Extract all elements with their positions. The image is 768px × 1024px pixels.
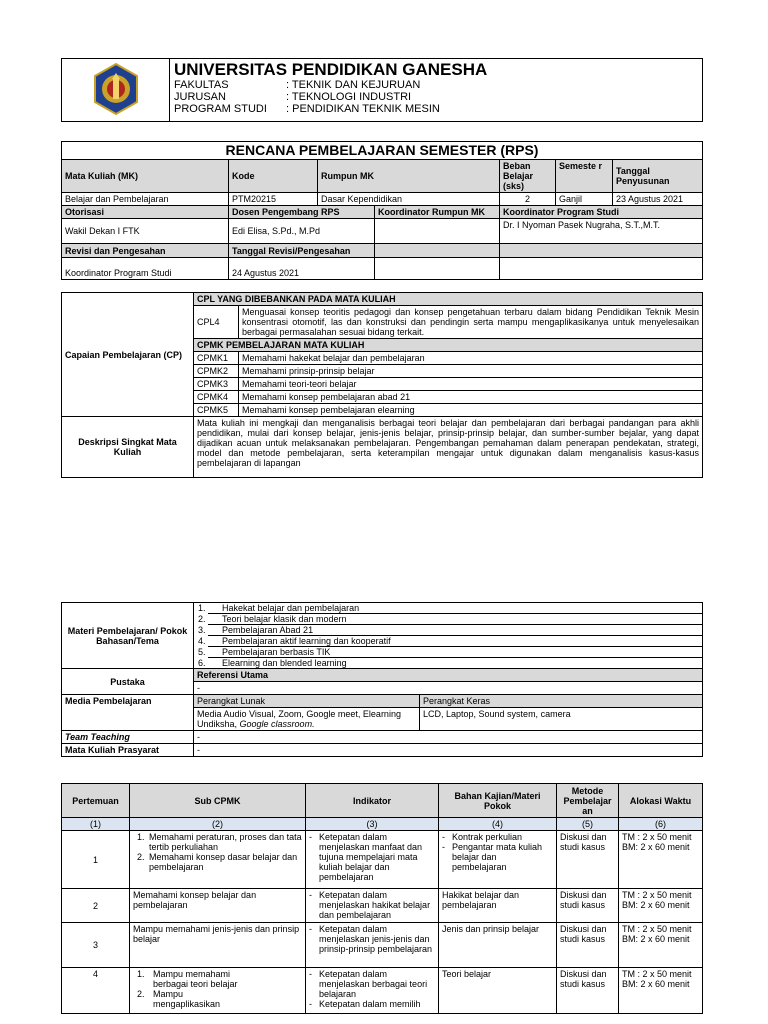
col-number: (1) xyxy=(62,818,130,831)
alokasi xyxy=(619,968,703,1014)
university-name: UNIVERSITAS PENDIDIKAN GANESHA xyxy=(174,60,488,79)
cpmk-code: CPMK1 xyxy=(194,352,239,365)
alokasi xyxy=(619,889,703,923)
bahan: Teori belajar xyxy=(439,968,557,1014)
pertemuan-no: 4 xyxy=(62,968,130,1014)
koord-rumpun-value xyxy=(375,219,500,244)
tanggal-value: 23 Agustus 2021 xyxy=(613,193,703,206)
keras-value: LCD, Laptop, Sound system, camera xyxy=(420,708,703,731)
list-item: 5. Pembelajaran berbasis TIK xyxy=(208,647,702,658)
header-rumpun: Rumpun MK xyxy=(318,160,500,193)
indikator xyxy=(306,923,439,968)
header-row-label: PROGRAM STUDI xyxy=(174,103,267,115)
pertemuan-no: 3 xyxy=(62,923,130,968)
col-header-indikator: Indikator xyxy=(306,784,439,818)
university-logo xyxy=(93,62,139,116)
koord-prodi-value: Dr. I Nyoman Pasek Nugraha, S.T.,M.T. xyxy=(500,219,703,244)
cpl-code: CPL4 xyxy=(194,306,239,339)
materi-list-cell xyxy=(194,603,703,669)
header-dosen: Dosen Pengembang RPS xyxy=(229,206,375,219)
cpmk-text: Memahami teori-teori belajar xyxy=(239,378,703,391)
list-item: 4. Pembelajaran aktif learning dan kooperatif xyxy=(208,636,702,647)
tgl-revisi-value: 24 Agustus 2021 xyxy=(229,258,375,280)
cpmk-code: CPMK4 xyxy=(194,391,239,404)
cpmk-header: CPMK PEMBELAJARAN MATA KULIAH xyxy=(194,339,703,352)
col-number: (5) xyxy=(557,818,619,831)
table-row xyxy=(62,923,703,968)
otorisasi-value: Wakil Dekan I FTK xyxy=(62,219,229,244)
table-row xyxy=(62,889,703,923)
list-item: - Ketepatan dalam menjelaskan hakikat belajar dan pembelajaran xyxy=(309,890,435,920)
alokasi-tm: TM : 2 x 50 menit xyxy=(622,832,692,842)
university-info xyxy=(170,59,703,122)
cpmk-text: Memahami konsep pembelajaran elearning xyxy=(239,404,703,417)
team-label: Team Teaching xyxy=(62,731,194,744)
list-item: - Ketepatan dalam menjelaskan jenis-jenis dan prinsip-prinsip pembelajaran xyxy=(309,924,435,954)
header-tgl-revisi: Tanggal Revisi/Pengesahan xyxy=(229,244,375,258)
col-number: (2) xyxy=(130,818,306,831)
sub-cpmk: Memahami konsep belajar dan pembelajaran xyxy=(130,889,306,923)
header-revisi: Revisi dan Pengesahan xyxy=(62,244,229,258)
ref-value: - xyxy=(194,682,703,695)
header-row-value: : TEKNOLOGI INDUSTRI xyxy=(286,91,412,103)
header-semester: Semeste r xyxy=(556,160,613,193)
list-item: - Ketepatan dalam menjelaskan berbagai teori belajaran xyxy=(309,969,435,999)
header-row xyxy=(174,91,698,103)
col-header-sub-cpmk: Sub CPMK xyxy=(130,784,306,818)
col-header-alokasi: Alokasi Waktu xyxy=(619,784,703,818)
cpmk-code: CPMK3 xyxy=(194,378,239,391)
bahan: Hakikat belajar dan pembelajaran xyxy=(439,889,557,923)
list-item: 2. Memahami konsep dasar belajar dan pembelajaran xyxy=(147,852,302,872)
materi-table xyxy=(61,602,703,757)
col-header-bahan: Bahan Kajian/Materi Pokok xyxy=(439,784,557,818)
col-header-metode: Metode Pembelajar an xyxy=(557,784,619,818)
cpmk-text: Memahami hakekat belajar dan pembelajaran xyxy=(239,352,703,365)
alokasi-bm: BM: 2 x 60 menit xyxy=(622,934,690,944)
semester-value: Ganjil xyxy=(556,193,613,206)
rps-table xyxy=(61,141,703,280)
empty-cell xyxy=(500,244,703,258)
schedule-table xyxy=(61,783,703,1014)
empty-cell xyxy=(500,258,703,280)
table-row xyxy=(62,968,703,1014)
header-koord-rumpun: Koordinator Rumpun MK xyxy=(375,206,500,219)
col-number: (4) xyxy=(439,818,557,831)
header-kode: Kode xyxy=(229,160,318,193)
list-item: 6. Elearning dan blended learning xyxy=(208,658,702,668)
indikator xyxy=(306,889,439,923)
pustaka-label: Pustaka xyxy=(62,669,194,695)
cpmk-text: Memahami konsep pembelajaran abad 21 xyxy=(239,391,703,404)
cp-label: Capaian Pembelajaran (CP) xyxy=(62,293,194,417)
sub-cpmk xyxy=(130,831,306,889)
lunak-header: Perangkat Lunak xyxy=(194,695,420,708)
sub-cpmk xyxy=(130,968,306,1014)
lunak-value: Media Audio Visual, Zoom, Google meet, Elearning Undiksha, Google classroom. xyxy=(194,708,420,731)
list-item: 1. Mampu memahami berbagai teori belajar xyxy=(147,969,302,989)
header-row-value: : PENDIDIKAN TEKNIK MESIN xyxy=(286,103,440,115)
cpl-text: Menguasai konsep teoritis pedagogi dan konsep pengetahuan terbaru dalam bidang Pendidikan Teknik Mesin konsentrasi otomotif, las dan konstruksi dan pendingin serta mampu mengaplikasikanya untuk menyelesaikan berbagai permasalahan sesuai bidang terkait. xyxy=(239,306,703,339)
alokasi xyxy=(619,831,703,889)
pertemuan-no: 1 xyxy=(62,831,130,889)
sub-cpmk: Mampu memahami jenis-jenis dan prinsip belajar xyxy=(130,923,306,968)
col-header-pertemuan: Pertemuan xyxy=(62,784,130,818)
header-row-value: : TEKNIK DAN KEJURUAN xyxy=(286,79,421,91)
header-row-label: FAKULTAS xyxy=(174,79,229,91)
bahan xyxy=(439,831,557,889)
header-table xyxy=(61,58,703,122)
cpl-header: CPL YANG DIBEBANKAN PADA MATA KULIAH xyxy=(194,293,703,306)
list-item: 2. Mampu mengaplikasikan xyxy=(147,989,302,1009)
bahan: Jenis dan prinsip belajar xyxy=(439,923,557,968)
materi-label: Materi Pembelajaran/ Pokok Bahasan/Tema xyxy=(62,603,194,669)
metode: Diskusi dan studi kasus xyxy=(557,968,619,1014)
cp-table xyxy=(61,292,703,478)
header-beban: Beban Belajar (sks) xyxy=(500,160,556,193)
cpmk-code: CPMK5 xyxy=(194,404,239,417)
list-item: - Ketepatan dalam memilih xyxy=(309,999,435,1009)
dosen-value: Edi Elisa, S.Pd., M.Pd xyxy=(229,219,375,244)
header-otorisasi: Otorisasi xyxy=(62,206,229,219)
desc-label: Deskripsi Singkat Mata Kuliah xyxy=(62,417,194,478)
ref-header: Referensi Utama xyxy=(194,669,703,682)
metode: Diskusi dan studi kasus xyxy=(557,831,619,889)
rps-title: RENCANA PEMBELAJARAN SEMESTER (RPS) xyxy=(62,142,703,160)
list-item: - Ketepatan dalam menjelaskan manfaat dan tujuna mempelajari mata kuliah belajar dan pembelajaran xyxy=(309,832,435,882)
prasyarat-label: Mata Kuliah Prasyarat xyxy=(62,744,194,757)
header-mk: Mata Kuliah (MK) xyxy=(62,160,229,193)
desc-text: Mata kuliah ini mengkaji dan menganalisis berbagai teori belajar dan pembelajaran dari berbagai pandangan para akhli pendidikan, mulai dari konsep belajar, jenis-jenis belajar, prinsip-prinsip belajar, dan sumber-sumber bejalar, yang dapat dijadikan acuan untuk melaksanakan pembelajaran. Pengembangan pemahaman dalam penerapan pendekatan, strategi, model dan metode pembelajaran, serta keterampilan mengajar untuk digunakan dalam menganalisis kasus-kasus pembelajaran di lapangan xyxy=(194,417,703,478)
media-label: Media Pembelajaran xyxy=(62,695,194,731)
list-item: 1. Memahami peraturan, proses dan tata tertib perkuliahan xyxy=(147,832,302,852)
col-number: (3) xyxy=(306,818,439,831)
kode-value: PTM20215 xyxy=(229,193,318,206)
table-row xyxy=(62,831,703,889)
header-row xyxy=(174,79,698,91)
col-number: (6) xyxy=(619,818,703,831)
header-row-label: JURUSAN xyxy=(174,91,226,103)
alokasi-bm: BM: 2 x 60 menit xyxy=(622,900,690,910)
list-item: - Pengantar mata kuliah belajar dan pembelajaran xyxy=(442,842,553,872)
alokasi-tm: TM : 2 x 50 menit xyxy=(622,924,692,934)
list-item: 1. Hakekat belajar dan pembelajaran xyxy=(208,603,702,614)
alokasi-tm: TM : 2 x 50 menit xyxy=(622,890,692,900)
logo-cell xyxy=(62,59,170,122)
header-koord-prodi: Koordinator Program Studi xyxy=(500,206,703,219)
revisi-value: Koordinator Program Studi xyxy=(62,258,229,280)
indikator xyxy=(306,831,439,889)
pertemuan-no: 2 xyxy=(62,889,130,923)
header-row xyxy=(174,103,698,115)
alokasi-bm: BM: 2 x 60 menit xyxy=(622,842,690,852)
empty-cell xyxy=(375,244,500,258)
list-item: 3. Pembelajaran Abad 21 xyxy=(208,625,702,636)
mk-value: Belajar dan Pembelajaran xyxy=(62,193,229,206)
alokasi-bm: BM: 2 x 60 menit xyxy=(622,979,690,989)
header-tanggal: Tanggal Penyusunan xyxy=(613,160,703,193)
metode: Diskusi dan studi kasus xyxy=(557,923,619,968)
prasyarat-value: - xyxy=(194,744,703,757)
keras-header: Perangkat Keras xyxy=(420,695,703,708)
cpmk-text: Memahami prinsip-prinsip belajar xyxy=(239,365,703,378)
beban-value: 2 xyxy=(500,193,556,206)
list-item: 2. Teori belajar klasik dan modern xyxy=(208,614,702,625)
materi-list xyxy=(194,603,702,668)
cpmk-code: CPMK2 xyxy=(194,365,239,378)
list-item: - Kontrak perkulian xyxy=(442,832,553,842)
indikator xyxy=(306,968,439,1014)
team-value: - xyxy=(194,731,703,744)
alokasi-tm: TM : 2 x 50 menit xyxy=(622,969,692,979)
metode: Diskusi dan studi kasus xyxy=(557,889,619,923)
empty-cell xyxy=(375,258,500,280)
alokasi xyxy=(619,923,703,968)
rumpun-value: Dasar Kependidikan xyxy=(318,193,500,206)
